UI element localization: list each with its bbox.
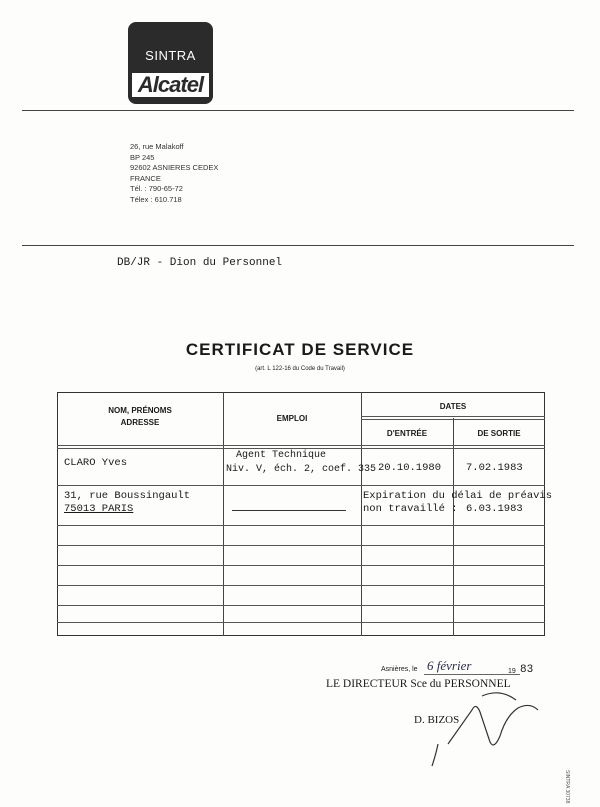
signatory-title: LE DIRECTEUR Sce du PERSONNEL xyxy=(326,678,511,690)
column-divider xyxy=(223,392,224,636)
document-title: CERTIFICAT DE SERVICE xyxy=(185,340,415,359)
address-line: 26, rue Malakoff xyxy=(130,142,184,151)
row-line xyxy=(57,585,545,586)
notice-label-2: non travaillé : xyxy=(363,503,458,515)
dates-header-line xyxy=(361,419,545,420)
handwritten-signature xyxy=(420,688,570,770)
row-line xyxy=(57,605,545,606)
header-address: ADRESSE xyxy=(120,418,160,427)
row-line xyxy=(57,565,545,566)
header-entry-date: D'ENTRÉE xyxy=(386,429,428,438)
exit-date: 7.02.1983 xyxy=(466,462,523,474)
address-line: 92602 ASNIERES CEDEX xyxy=(130,163,219,173)
address-line: FRANCE xyxy=(130,173,161,183)
column-divider xyxy=(453,418,454,636)
notice-label: Expiration du délai de préavis xyxy=(363,490,553,502)
job-title: Agent Technique xyxy=(236,450,327,461)
signatory-name: D. BIZOS xyxy=(414,714,460,726)
notice-date: 6.03.1983 xyxy=(466,503,523,515)
address-line: BP 245 xyxy=(130,152,155,162)
date-underline xyxy=(424,674,520,675)
employee-name: CLARO Yves xyxy=(64,457,128,469)
address-divider xyxy=(22,245,574,246)
employee-street: 31, rue Boussingault xyxy=(64,490,191,502)
logo-alcatel-text: Alcatel xyxy=(132,73,209,97)
header-employment: EMPLOI xyxy=(276,414,308,423)
row-line xyxy=(57,525,545,526)
handwritten-date: 6 février xyxy=(427,658,472,673)
place-label: Asnières, le xyxy=(381,666,418,673)
header-name: NOM, PRÉNOMS xyxy=(108,406,172,415)
row-line xyxy=(57,485,545,486)
header-exit-date: DE SORTIE xyxy=(477,429,521,438)
entry-date: 20.10.1980 xyxy=(378,462,442,474)
reference-line: DB/JR - Dion du Personnel xyxy=(117,257,283,269)
year-suffix: 83 xyxy=(520,664,534,676)
header-bottom-line xyxy=(57,448,545,449)
company-address xyxy=(130,142,218,206)
document-subtitle: (art. L 122-16 du Code du Travail) xyxy=(255,366,345,372)
dates-header-line xyxy=(361,416,545,417)
company-logo xyxy=(128,22,213,104)
address-line: Télex : 610.718 xyxy=(130,194,182,204)
employee-city: 75013 PARIS xyxy=(64,503,134,515)
header-divider xyxy=(22,110,574,111)
year-prefix: 19 xyxy=(508,668,516,675)
logo-sintra-text: SINTRA xyxy=(145,48,196,63)
job-level: Niv. V, éch. 2, coef. 335 xyxy=(226,464,377,475)
address-line: Tél. : 790-65-72 xyxy=(130,184,183,194)
row-line xyxy=(57,622,545,623)
header-name-address xyxy=(57,405,223,429)
job-blank-line xyxy=(232,510,346,511)
header-bottom-line xyxy=(57,445,545,446)
row-line xyxy=(57,545,545,546)
header-dates: DATES xyxy=(439,402,467,411)
margin-code: SINTRA 30738 xyxy=(564,770,570,804)
